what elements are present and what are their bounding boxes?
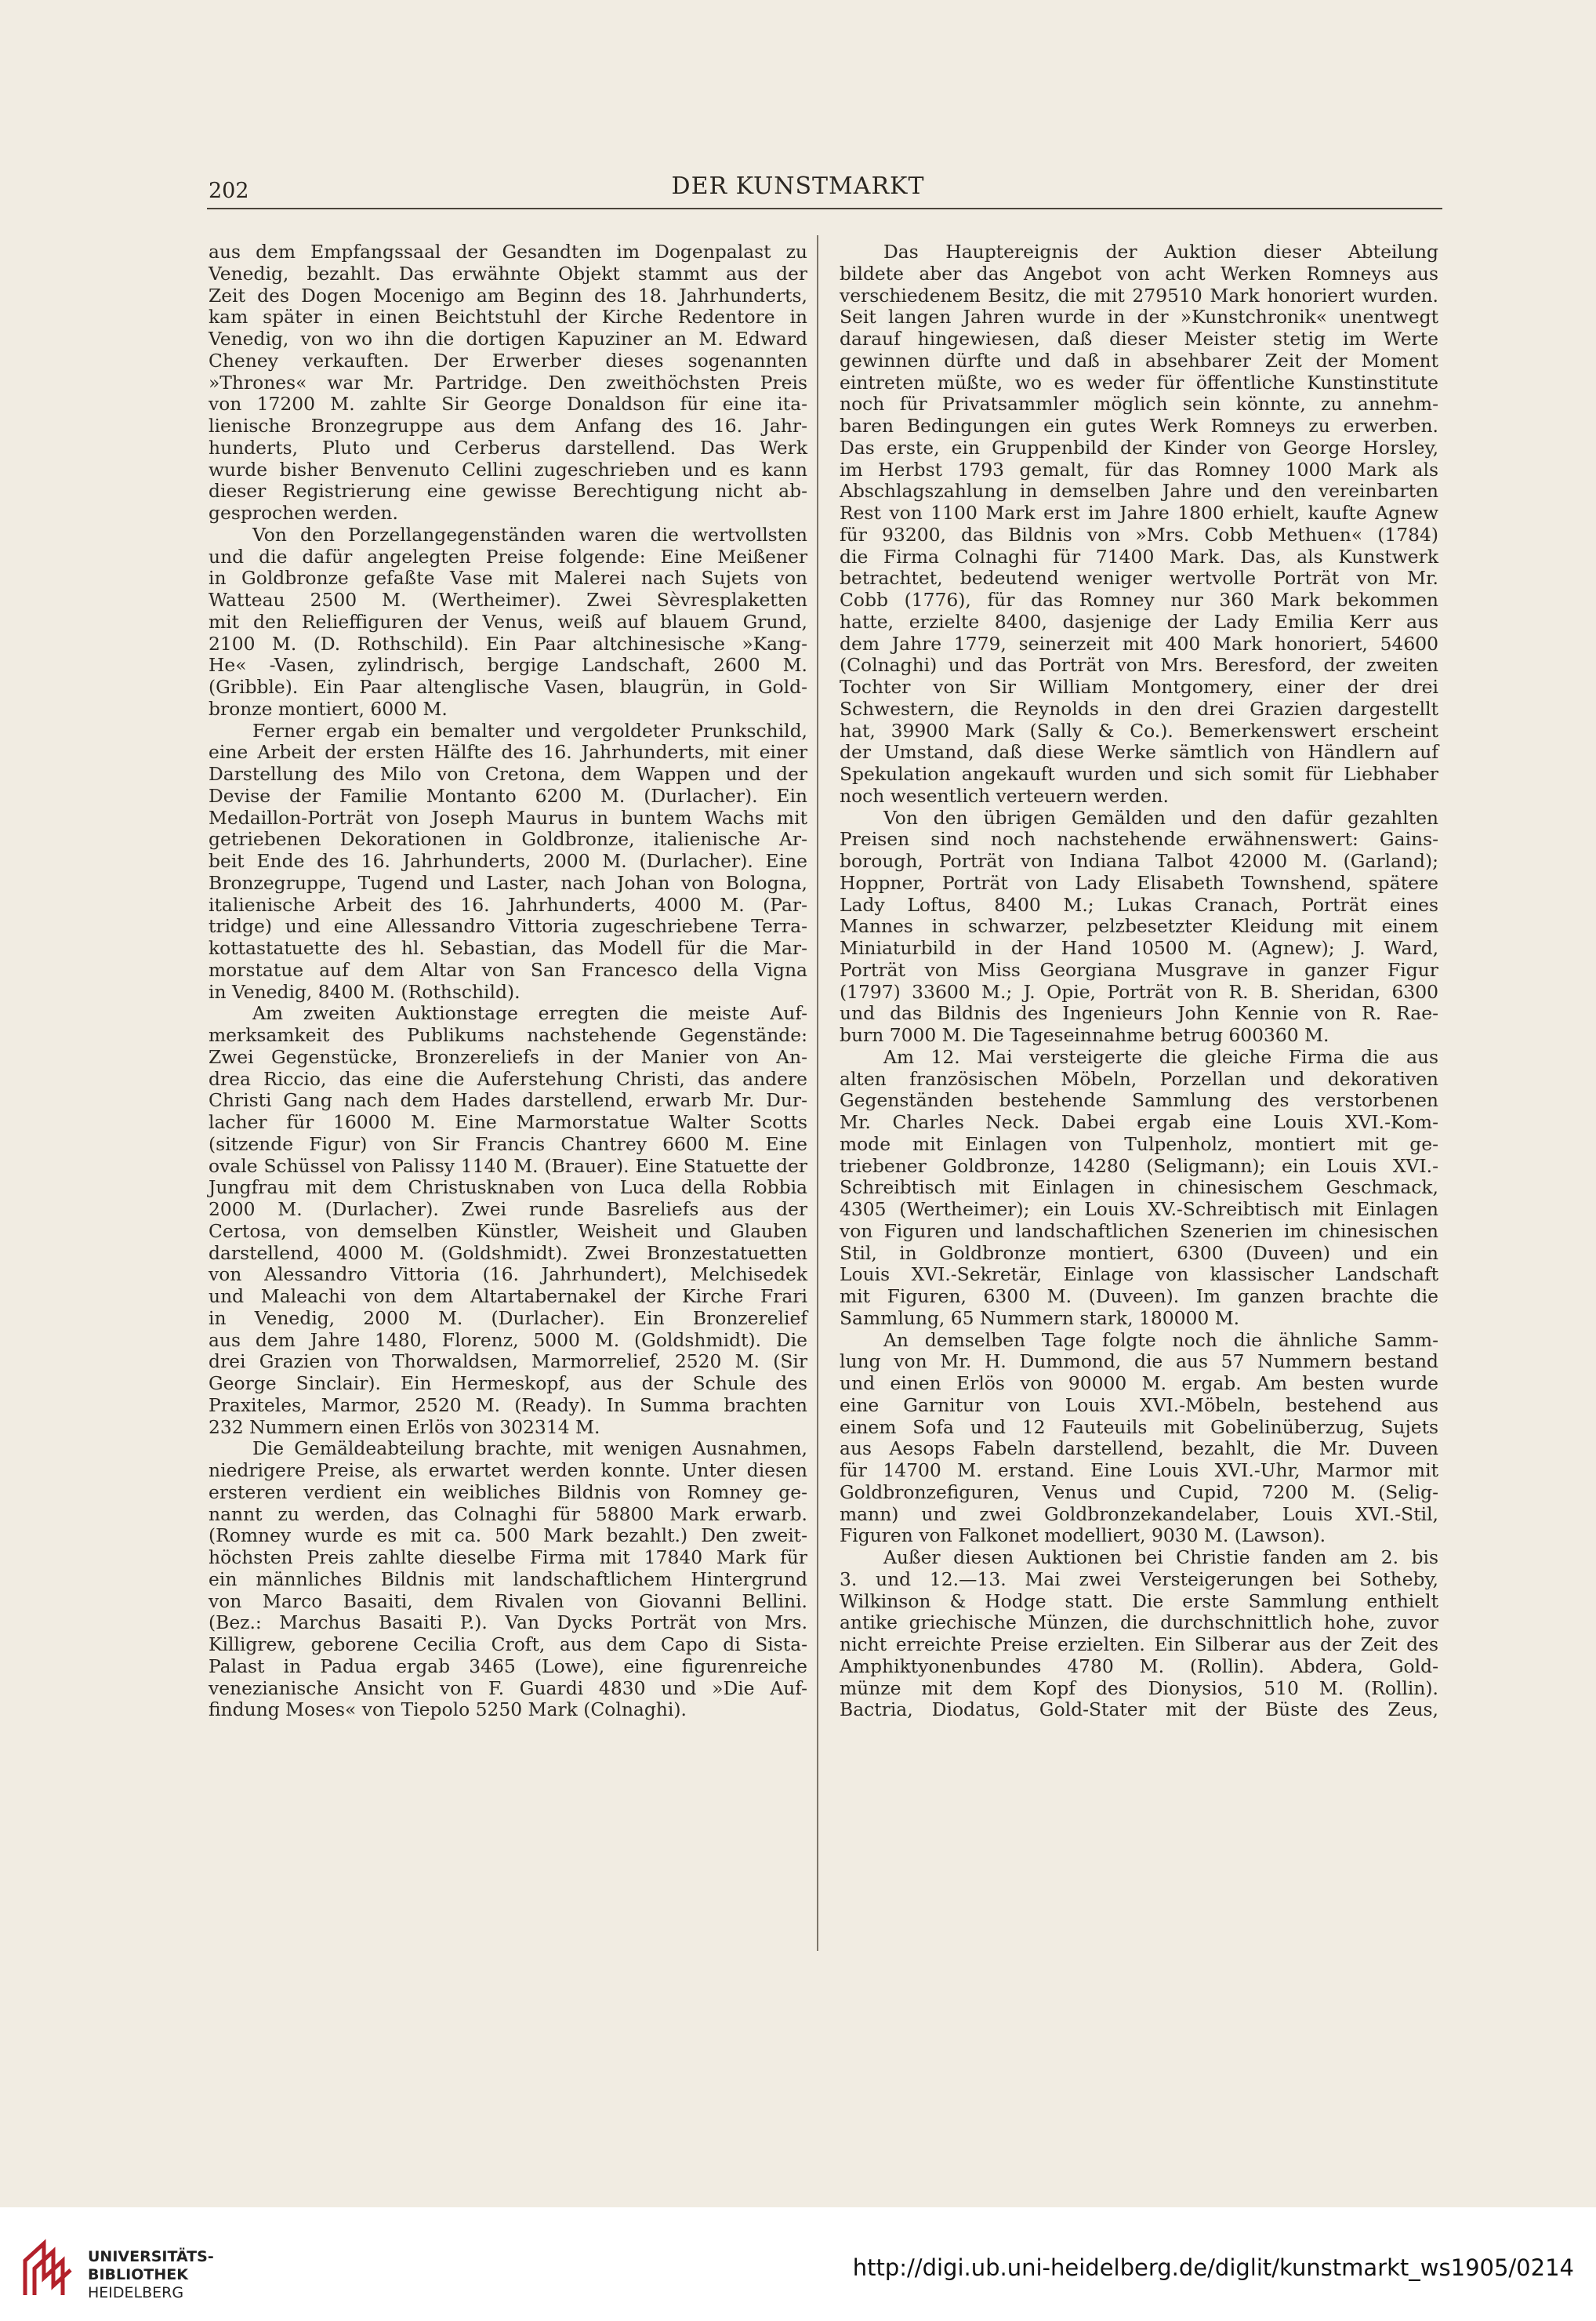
- header-rule: [207, 208, 1442, 209]
- text-line: An demselben Tage folgte noch die ähnliche Samm-: [883, 1328, 1438, 1351]
- text-line: Seit langen Jahren wurde in der »Kunstchronik« unentwegt: [840, 306, 1438, 329]
- text-line: verschiedenem Besitz, die mit 279510 Mark honoriert wurden.: [840, 284, 1438, 307]
- text-line: Goldbronzefiguren, Venus und Cupid, 7200 M. (Selig-: [840, 1480, 1438, 1503]
- university-logo-icon: [20, 2237, 75, 2300]
- text-line: Tochter von Sir William Montgomery, einer der drei: [840, 676, 1438, 698]
- text-line: Wilkinson & Hodge statt. Die erste Sammlung enthielt: [840, 1589, 1438, 1612]
- text-line: bronze montiert, 6000 M.: [209, 697, 448, 720]
- text-line: Mr. Charles Neck. Dabei ergab eine Louis XVI.-Kom-: [840, 1111, 1438, 1133]
- text-line: (Romney wurde es mit ca. 500 Mark bezahlt.) Den zweit-: [209, 1524, 807, 1547]
- text-line: darstellend, 4000 M. (Goldshmidt). Zwei Bronzestatuetten: [209, 1241, 807, 1264]
- text-line: Schwestern, die Reynolds in den drei Grazien dargestellt: [840, 697, 1438, 720]
- text-line: George Sinclair). Ein Hermeskopf, aus der Schule des: [209, 1372, 807, 1394]
- text-line: höchsten Preis zahlte dieselbe Firma mit 17840 Mark für: [209, 1546, 807, 1568]
- text-line: Die Gemäldeabteilung brachte, mit wenigen Ausnahmen,: [252, 1437, 807, 1460]
- text-line: lacher für 16000 M. Eine Marmorstatue Walter Scotts: [209, 1111, 807, 1133]
- text-line: kam später in einen Beichtstuhl der Kirche Redentore in: [209, 306, 807, 329]
- text-line: einem Sofa und 12 Fauteuils mit Gobelinüberzug, Sujets: [840, 1415, 1438, 1438]
- text-line: und das Bildnis des Ingenieurs John Kennie von R. Rae-: [840, 1002, 1438, 1025]
- text-line: ein männliches Bildnis mit landschaftlichem Hintergrund: [209, 1567, 807, 1590]
- text-line: Louis XVI.-Sekretär, Einlage von klassischer Landschaft: [840, 1263, 1438, 1286]
- text-line: Zeit des Dogen Mocenigo am Beginn des 18. Jahrhunderts,: [209, 284, 807, 307]
- text-line: nicht erreichte Preise erzielten. Ein Silberar aus der Zeit des: [840, 1633, 1438, 1655]
- text-line: triebener Goldbronze, 14280 (Seligmann); ein Louis XVI.-: [840, 1154, 1438, 1177]
- text-line: Am 12. Mai versteigerte die gleiche Firma die aus: [883, 1045, 1438, 1068]
- text-line: findung Moses« von Tiepolo 5250 Mark (Colnaghi).: [209, 1698, 687, 1721]
- text-line: wurde bisher Benvenuto Cellini zugeschrieben und es kann: [209, 458, 807, 481]
- text-line: venezianische Ansicht von F. Guardi 4830 und »Die Auf-: [209, 1676, 807, 1699]
- text-line: Von den übrigen Gemälden und den dafür gezahlten: [883, 806, 1438, 829]
- text-line: noch für Privatsammler möglich sein könnte, zu annehm-: [840, 393, 1438, 416]
- text-line: niedrigere Preise, als erwartet werden konnte. Unter diesen: [209, 1459, 807, 1481]
- text-line: gewinnen dürfte und daß in absehbarer Zeit der Moment: [840, 349, 1438, 372]
- text-line: Figuren von Falkonet modelliert, 9030 M. (Lawson).: [840, 1524, 1326, 1547]
- text-line: bildete aber das Angebot von acht Werken Romneys aus: [840, 262, 1438, 285]
- text-line: dem Jahre 1779, seinerzeit mit 400 Mark honoriert, 54600: [840, 632, 1438, 655]
- text-line: Abschlagszahlung in demselben Jahre und den vereinbarten: [840, 480, 1438, 503]
- text-line: in Venedig, 2000 M. (Durlacher). Ein Bronzerelief: [209, 1306, 807, 1329]
- text-line: dieser Registrierung eine gewisse Berechtigung nicht ab-: [209, 480, 807, 503]
- text-line: die Firma Colnaghi für 71400 Mark. Das, als Kunstwerk: [840, 545, 1438, 568]
- text-line: Außer diesen Auktionen bei Christie fanden am 2. bis: [883, 1546, 1438, 1568]
- text-line: eintreten müßte, wo es weder für öffentliche Kunstinstitute: [840, 371, 1438, 394]
- text-line: drei Grazien von Thorwaldsen, Marmorrelief, 2520 M. (Sir: [209, 1350, 807, 1373]
- text-line: borough, Porträt von Indiana Talbot 42000 M. (Garland);: [840, 850, 1438, 872]
- text-line: (sitzende Figur) von Sir Francis Chantrey 6600 M. Eine: [209, 1132, 807, 1155]
- library-name-line: UNIVERSITÄTS-: [88, 2248, 214, 2265]
- text-line: Das Hauptereignis der Auktion dieser Abteilung: [883, 241, 1438, 263]
- text-line: Venedig, von wo ihn die dortigen Kapuziner an M. Edward: [209, 328, 807, 350]
- text-line: He« -Vasen, zylindrisch, bergige Landschaft, 2600 M.: [209, 654, 807, 677]
- text-line: Schreibtisch mit Einlagen in chinesischem Geschmack,: [840, 1176, 1438, 1199]
- text-line: aus dem Jahre 1480, Florenz, 5000 M. (Goldshmidt). Die: [209, 1328, 807, 1351]
- text-line: und die dafür angelegten Preise folgende: Eine Meißener: [209, 545, 807, 568]
- text-line: Cobb (1776), für das Romney nur 360 Mark bekommen: [840, 589, 1438, 611]
- library-name: [88, 2248, 214, 2302]
- text-line: für 93200, das Bildnis von »Mrs. Cobb Methuen« (1784): [840, 523, 1438, 546]
- text-line: (Bez.: Marchus Basaiti P.). Van Dycks Porträt von Mrs.: [209, 1611, 807, 1634]
- text-line: Das erste, ein Gruppenbild der Kinder von George Horsley,: [840, 436, 1438, 459]
- text-line: ovale Schüssel von Palissy 1140 M. (Brauer). Eine Statuette der: [209, 1154, 807, 1177]
- text-line: von 17200 M. zahlte Sir George Donaldson für eine ita-: [209, 393, 807, 416]
- text-line: und einen Erlös von 90000 M. ergab. Am besten wurde: [840, 1372, 1438, 1394]
- text-line: antike griechische Münzen, die durchschnittlich hohe, zuvor: [840, 1611, 1438, 1634]
- text-line: noch wesentlich verteuern werden.: [840, 784, 1169, 807]
- text-line: hunderts, Pluto und Cerberus darstellend. Das Werk: [209, 436, 807, 459]
- text-line: Mannes in schwarzer, pelzbesetzter Kleidung mit einem: [840, 915, 1438, 938]
- text-line: Certosa, von demselben Künstler, Weisheit und Glauben: [209, 1219, 807, 1242]
- text-line: hat, 39900 Mark (Sally & Co.). Bemerkenswert erscheint: [840, 719, 1438, 742]
- text-line: Cheney verkauften. Der Erwerber dieses sogenannten: [209, 349, 807, 372]
- text-line: Medaillon-Porträt von Joseph Maurus in buntem Wachs mit: [209, 806, 807, 829]
- text-line: lung von Mr. H. Dummond, die aus 57 Nummern bestand: [840, 1350, 1438, 1373]
- text-line: »Thrones« war Mr. Partridge. Den zweithöchsten Preis: [209, 371, 807, 394]
- text-line: betrachtet, bedeutend weniger wertvolle Porträt von Mr.: [840, 567, 1438, 590]
- text-line: burn 7000 M. Die Tageseinnahme betrug 600360 M.: [840, 1024, 1329, 1046]
- text-line: eine Arbeit der ersten Hälfte des 16. Jahrhunderts, mit einer: [209, 741, 807, 764]
- text-line: Am zweiten Auktionstage erregten die meiste Auf-: [252, 1002, 807, 1025]
- text-line: 3. und 12.—13. Mai zwei Versteigerungen bei Sotheby,: [840, 1567, 1438, 1590]
- text-line: in Goldbronze gefaßte Vase mit Malerei nach Sujets von: [209, 567, 807, 590]
- text-line: Killigrew, geborene Cecilia Croft, aus dem Capo di Sista-: [209, 1633, 807, 1655]
- text-line: in Venedig, 8400 M. (Rothschild).: [209, 980, 521, 1003]
- text-line: Venedig, bezahlt. Das erwähnte Objekt stammt aus der: [209, 262, 807, 285]
- text-line: münze mit dem Kopf des Dionysios, 510 M. (Rollin).: [840, 1676, 1438, 1699]
- text-line: kottastatuette des hl. Sebastian, das Modell für die Mar-: [209, 937, 807, 959]
- footer-bar: [0, 2207, 1596, 2321]
- text-line: beit Ende des 16. Jahrhunderts, 2000 M. (Durlacher). Eine: [209, 850, 807, 872]
- text-line: merksamkeit des Publikums nachstehende Gegenstände:: [209, 1024, 807, 1046]
- text-line: 2000 M. (Durlacher). Zwei runde Basreliefs aus der: [209, 1198, 807, 1220]
- text-line: Watteau 2500 M. (Wertheimer). Zwei Sèvresplaketten: [209, 589, 807, 611]
- text-line: italienische Arbeit des 16. Jahrhunderts, 4000 M. (Par-: [209, 893, 807, 916]
- text-line: morstatue auf dem Altar von San Francesco della Vigna: [209, 958, 807, 981]
- text-line: Preisen sind noch nachstehende erwähnenswert: Gains-: [840, 828, 1438, 851]
- text-line: Jungfrau mit dem Christusknaben von Luca della Robbia: [209, 1176, 807, 1199]
- text-line: Spekulation angekauft wurden und sich somit für Liebhaber: [840, 763, 1438, 785]
- text-line: mit den Relieffiguren der Venus, weiß auf blauem Grund,: [209, 610, 807, 633]
- text-line: Miniaturbild in der Hand 10500 M. (Agnew); J. Ward,: [840, 937, 1438, 959]
- text-line: drea Riccio, das eine die Auferstehung Christi, das andere: [209, 1067, 807, 1090]
- text-line: nannt zu werden, das Colnaghi für 58800 Mark erwarb.: [209, 1502, 807, 1525]
- text-line: hatte, erzielte 8400, dasjenige der Lady Emilia Kerr aus: [840, 610, 1438, 633]
- text-line: Porträt von Miss Georgiana Musgrave in ganzer Figur: [840, 958, 1438, 981]
- text-line: (1797) 33600 M.; J. Opie, Porträt von R. B. Sheridan, 6300: [840, 980, 1438, 1003]
- running-title: DER KUNSTMARKT: [671, 173, 925, 200]
- text-line: baren Bedingungen ein gutes Werk Romneys zu erwerben.: [840, 415, 1438, 437]
- text-line: alten französischen Möbeln, Porzellan und dekorativen: [840, 1067, 1438, 1090]
- library-name-line: BIBLIOTHEK: [88, 2266, 188, 2283]
- text-line: im Herbst 1793 gemalt, für das Romney 1000 Mark als: [840, 458, 1438, 481]
- text-line: Von den Porzellangegenständen waren die wertvollsten: [252, 523, 807, 546]
- text-line: von Marco Basaiti, dem Rivalen von Giovanni Bellini.: [209, 1589, 807, 1612]
- text-line: aus Aesops Fabeln darstellend, bezahlt, die Mr. Duveen: [840, 1437, 1438, 1460]
- text-line: Ferner ergab ein bemalter und vergoldeter Prunkschild,: [252, 719, 807, 742]
- page-number: 202: [209, 179, 249, 203]
- text-line: gesprochen werden.: [209, 502, 398, 524]
- text-line: darauf hingewiesen, daß dieser Meister stetig im Werte: [840, 328, 1438, 350]
- text-line: (Gribble). Ein Paar altenglische Vasen, blaugrün, in Gold-: [209, 676, 807, 698]
- text-line: Palast in Padua ergab 3465 (Lowe), eine figurenreiche: [209, 1654, 807, 1677]
- text-line: Amphiktyonenbundes 4780 M. (Rollin). Abdera, Gold-: [840, 1654, 1438, 1677]
- text-line: Christi Gang nach dem Hades darstellend, erwarb Mr. Dur-: [209, 1089, 807, 1112]
- text-line: der Umstand, daß diese Werke sämtlich von Händlern auf: [840, 741, 1438, 764]
- text-line: Stil, in Goldbronze montiert, 6300 (Duveen) und ein: [840, 1241, 1438, 1264]
- text-line: getriebenen Dekorationen in Goldbronze, italienische Ar-: [209, 828, 807, 851]
- text-line: Praxiteles, Marmor, 2520 M. (Ready). In Summa brachten: [209, 1393, 807, 1416]
- text-line: Devise der Familie Montanto 6200 M. (Durlacher). Ein: [209, 784, 807, 807]
- text-line: mode mit Einlagen von Tulpenholz, montiert mit ge-: [840, 1132, 1438, 1155]
- text-line: 2100 M. (D. Rothschild). Ein Paar altchinesische »Kang-: [209, 632, 807, 655]
- text-line: Sammlung, 65 Nummern stark, 180000 M.: [840, 1306, 1240, 1329]
- text-line: Lady Loftus, 8400 M.; Lukas Cranach, Porträt eines: [840, 893, 1438, 916]
- text-line: eine Garnitur von Louis XVI.-Möbeln, bestehend aus: [840, 1393, 1438, 1416]
- text-line: Gegenständen bestehende Sammlung des verstorbenen: [840, 1089, 1438, 1112]
- text-line: tridge) und eine Allessandro Vittoria zugeschriebene Terra-: [209, 915, 807, 938]
- library-name-line: HEIDELBERG: [88, 2284, 184, 2301]
- text-line: Rest von 1100 Mark erst im Jahre 1800 erhielt, kaufte Agnew: [840, 502, 1438, 524]
- text-line: lienische Bronzegruppe aus dem Anfang des 16. Jahr-: [209, 415, 807, 437]
- text-line: Bactria, Diodatus, Gold-Stater mit der Büste des Zeus,: [840, 1698, 1438, 1721]
- text-line: (Colnaghi) und das Porträt von Mrs. Beresford, der zweiten: [840, 654, 1438, 677]
- text-line: 4305 (Wertheimer); ein Louis XV.-Schreibtisch mit Einlagen: [840, 1198, 1438, 1220]
- text-line: für 14700 M. erstand. Eine Louis XVI.-Uhr, Marmor mit: [840, 1459, 1438, 1481]
- column-divider: [817, 235, 818, 1951]
- text-line: aus dem Empfangssaal der Gesandten im Dogenpalast zu: [209, 241, 807, 263]
- text-line: Hoppner, Porträt von Lady Elisabeth Townshend, spätere: [840, 871, 1438, 894]
- left-text-column: [209, 242, 807, 1721]
- text-line: ersteren verdient ein weibliches Bildnis von Romney ge-: [209, 1480, 807, 1503]
- text-line: mann) und zwei Goldbronzekandelaber, Louis XVI.-Stil,: [840, 1502, 1438, 1525]
- right-text-column: [840, 242, 1438, 1721]
- text-line: Bronzegruppe, Tugend und Laster, nach Johan von Bologna,: [209, 871, 807, 894]
- text-line: von Alessandro Vittoria (16. Jahrhundert), Melchisedek: [209, 1263, 807, 1286]
- text-line: mit Figuren, 6300 M. (Duveen). Im ganzen brachte die: [840, 1285, 1438, 1307]
- text-line: 232 Nummern einen Erlös von 302314 M.: [209, 1415, 600, 1438]
- text-line: und Maleachi von dem Altartabernakel der Kirche Frari: [209, 1285, 807, 1307]
- text-line: von Figuren und landschaftlichen Szenerien im chinesischen: [840, 1219, 1438, 1242]
- text-line: Darstellung des Milo von Cretona, dem Wappen und der: [209, 763, 807, 785]
- permalink-url[interactable]: http://digi.ub.uni-heidelberg.de/diglit/kunstmarkt_ws1905/0214: [852, 2254, 1574, 2281]
- text-line: Zwei Gegenstücke, Bronzereliefs in der Manier von An-: [209, 1045, 807, 1068]
